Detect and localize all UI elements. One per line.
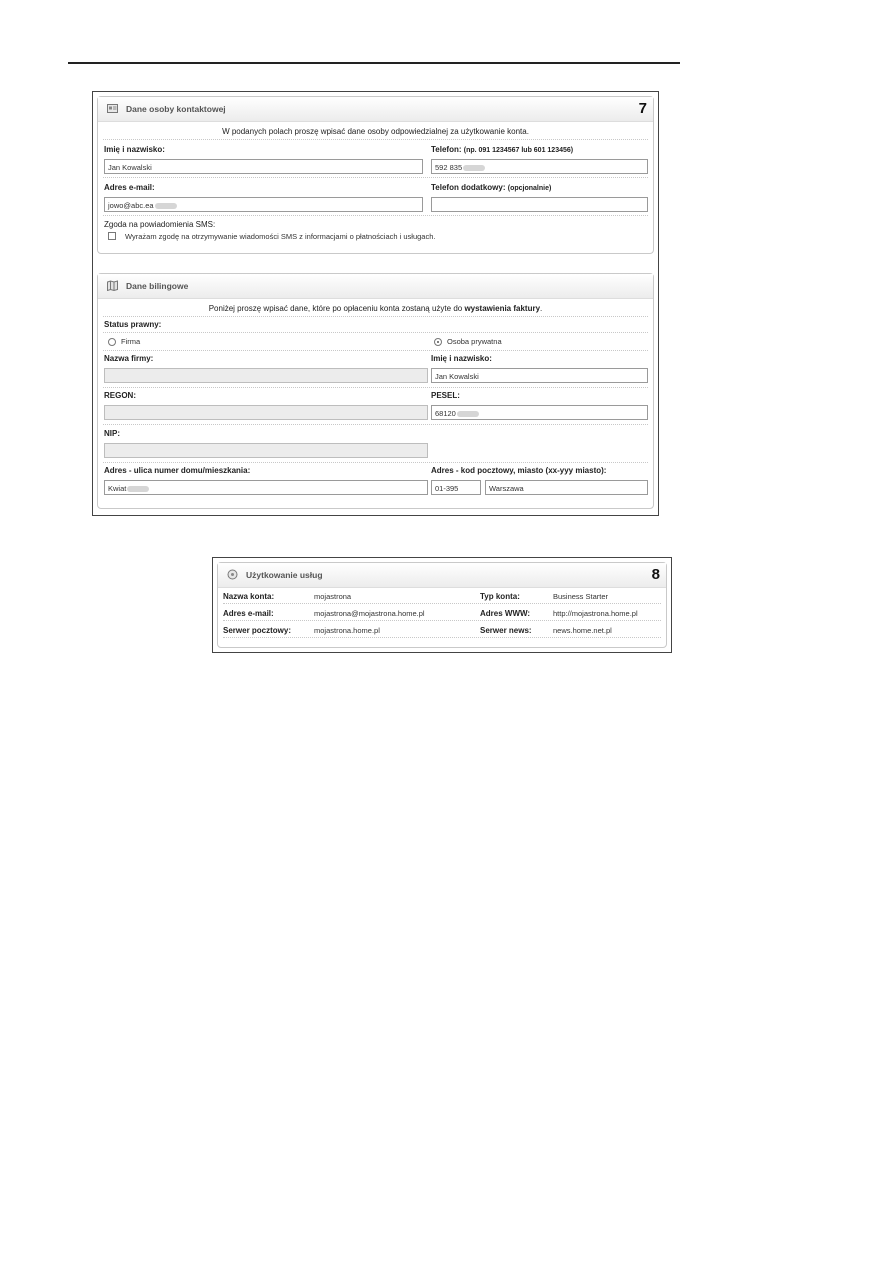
email-label: Adres e-mail: [104,183,155,192]
account-type-label: Typ konta: [480,592,520,601]
phone2-label [431,183,551,192]
blurred-text [127,486,149,492]
email-input[interactable] [104,197,423,212]
pesel-input-value: 68120 [435,409,456,418]
divider [103,215,648,216]
divider [103,462,648,463]
street-address-value: Kwiat [108,484,127,493]
mail-server-value: mojastrona.home.pl [314,626,380,635]
figure-7-frame [92,91,659,516]
company-name-label: Nazwa firmy: [104,354,154,363]
figure-8-frame [212,557,672,653]
street-address-input[interactable] [104,480,428,495]
regon-input[interactable] [104,405,428,420]
radio-private-person[interactable] [434,338,442,346]
phone2-label-text: Telefon dodatkowy: [431,183,506,192]
postal-code-input[interactable]: 01-395 [431,480,481,495]
name-label: Imię i nazwisko: [104,145,165,154]
divider [103,350,648,351]
billing-panel-header [98,274,653,299]
name-input[interactable]: Jan Kowalski [104,159,423,174]
status-label: Status prawny: [104,320,162,329]
account-name-label: Nazwa konta: [223,592,275,601]
street-address-label: Adres - ulica numer domu/mieszkania: [104,466,251,475]
email-address-value: mojastrona@mojastrona.home.pl [314,609,425,618]
company-name-input[interactable] [104,368,428,383]
billing-intro-bold: wystawienia faktury [464,304,541,313]
phone-input-value: 592 835 [435,163,463,172]
sms-label: Zgoda na powiadomienia SMS: [104,220,216,229]
billing-intro-suffix: . [540,304,543,313]
email-input-value: jowo@abc.ea [108,201,154,210]
city-input[interactable]: Warszawa [485,480,648,495]
news-server-value: news.home.net.pl [553,626,612,635]
billing-intro-prefix: Poniżej proszę wpisać dane, które po opłaceniu konta zostaną użyte do [208,304,465,313]
phone-label-note: (np. 091 1234567 lub 601 123456) [463,147,574,154]
phone-label [431,145,573,154]
blurred-text [463,165,485,171]
radio-private-person-label: Osoba prywatna [447,337,502,346]
blurred-text [457,411,479,417]
divider [103,424,648,425]
account-name-value: mojastrona [314,592,352,601]
www-address-value: http://mojastrona.home.pl [553,609,638,618]
person-name-input[interactable]: Jan Kowalski [431,368,648,383]
figure-badge-7: 7 [638,100,647,117]
postal-address-label: Adres - kod pocztowy, miasto (xx-yyy miasto): [431,466,607,475]
divider [223,637,661,638]
email-address-label: Adres e-mail: [223,609,274,618]
divider [223,603,661,604]
divider [103,177,648,178]
page-top-rule [68,62,680,64]
mail-server-label: Serwer pocztowy: [223,626,292,635]
divider [103,332,648,333]
radio-firma[interactable] [108,338,116,346]
nip-label: NIP: [104,429,120,438]
billing-intro [103,301,648,317]
blurred-text [155,203,177,209]
phone2-input[interactable] [431,197,648,212]
billing-panel [97,273,654,509]
pesel-label: PESEL: [431,391,460,400]
sms-consent-checkbox[interactable] [108,232,116,240]
nip-input[interactable] [104,443,428,458]
contact-panel-header [98,97,653,122]
sms-consent-text: Wyrażam zgodę na otrzymywanie wiadomości SMS z informacjami o płatnościach i usługach. [125,232,436,241]
contact-panel-title: Dane osoby kontaktowej [126,104,226,114]
services-panel-title: Użytkowanie usług [246,570,323,580]
pesel-input[interactable] [431,405,648,420]
divider [223,620,661,621]
phone2-label-note: (opcjonalnie) [507,185,552,192]
phone-label-text: Telefon: [431,145,462,154]
news-server-label: Serwer news: [480,626,532,635]
person-name-label: Imię i nazwisko: [431,354,492,363]
map-icon [107,280,118,291]
www-address-label: Adres WWW: [480,609,531,618]
contact-intro: W podanych polach proszę wpisać dane osoby odpowiedzialnej za użytkowanie konta. [103,124,648,140]
services-panel [217,562,667,648]
info-circle-icon [227,569,238,580]
contact-panel [97,96,654,254]
regon-label: REGON: [104,391,136,400]
figure-badge-8: 8 [651,566,660,583]
divider [103,387,648,388]
account-type-value: Business Starter [553,592,609,601]
contact-card-icon [107,103,118,114]
radio-firma-label: Firma [121,337,141,346]
phone-input[interactable] [431,159,648,174]
services-panel-header [218,563,666,588]
billing-panel-title: Dane bilingowe [126,281,189,291]
